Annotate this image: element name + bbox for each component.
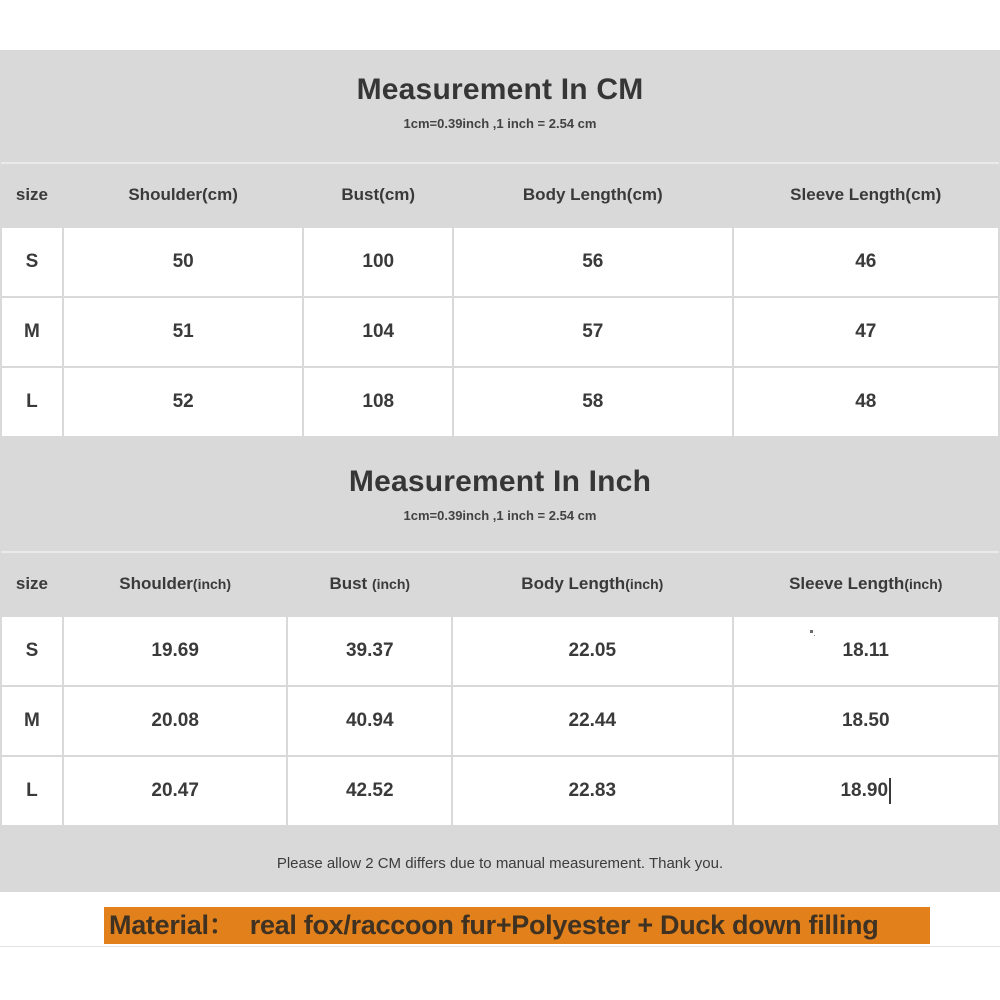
measurement-cell: 56 xyxy=(453,227,732,297)
measurement-cell: 40.94 xyxy=(287,686,452,756)
inch-section-title: Measurement In Inch xyxy=(348,465,652,498)
measurement-cell: 58 xyxy=(453,367,732,437)
column-header-size: size xyxy=(1,552,63,616)
cm-section-title: Measurement In CM xyxy=(356,73,644,106)
measurement-cell: 22.05 xyxy=(452,616,732,686)
column-header-sleeve-length: Sleeve Length(inch) xyxy=(733,552,999,616)
measurement-cell: 51 xyxy=(63,297,304,367)
column-header-body-length: Body Length(cm) xyxy=(453,163,732,227)
column-header-bust: Bust (inch) xyxy=(287,552,452,616)
size-label-cell: M xyxy=(1,686,63,756)
cm-header-row xyxy=(1,163,999,227)
size-label-cell: L xyxy=(1,367,63,437)
measurement-cell-editing[interactable]: 18.90 xyxy=(733,756,999,826)
column-header-bust: Bust(cm) xyxy=(303,163,453,227)
measurement-cell: 42.52 xyxy=(287,756,452,826)
measurement-disclaimer: Please allow 2 CM differs due to manual measurement. Thank you. xyxy=(276,855,724,872)
size-label-cell: S xyxy=(1,227,63,297)
cm-measurement-table xyxy=(0,162,1000,438)
measurement-cell: 100 xyxy=(303,227,453,297)
measurement-cell: 52 xyxy=(63,367,304,437)
measurement-cell: 18.11 xyxy=(733,616,999,686)
table-row-l xyxy=(1,756,999,826)
measurement-cell: 22.44 xyxy=(452,686,732,756)
cm-section-subtitle: 1cm=0.39inch ,1 inch = 2.54 cm xyxy=(403,116,597,131)
column-header-size: size xyxy=(1,163,63,227)
top-margin xyxy=(0,0,1000,50)
size-label-cell: S xyxy=(1,616,63,686)
inch-section-subtitle: 1cm=0.39inch ,1 inch = 2.54 cm xyxy=(403,508,597,523)
table-row-l xyxy=(1,367,999,437)
material-highlight-bar: Material： real fox/raccoon fur+Polyester + Duck down filling xyxy=(104,907,930,944)
table-row-m xyxy=(1,686,999,756)
measurement-cell: 39.37 xyxy=(287,616,452,686)
measurement-cell: 104 xyxy=(303,297,453,367)
column-header-shoulder: Shoulder(cm) xyxy=(63,163,304,227)
bottom-divider xyxy=(0,946,1000,947)
size-label-cell: M xyxy=(1,297,63,367)
measurement-cell: 57 xyxy=(453,297,732,367)
table-row-s xyxy=(1,616,999,686)
table-row-s xyxy=(1,227,999,297)
measurement-cell: 48 xyxy=(733,367,999,437)
measurement-cell: 108 xyxy=(303,367,453,437)
size-label-cell: L xyxy=(1,756,63,826)
inch-measurement-table xyxy=(0,551,1000,827)
text-caret xyxy=(889,778,891,804)
inch-header-row xyxy=(1,552,999,616)
measurement-cell: 19.69 xyxy=(63,616,288,686)
measurement-cell: 50 xyxy=(63,227,304,297)
measurement-cell: 18.50 xyxy=(733,686,999,756)
measurement-cell: 20.47 xyxy=(63,756,288,826)
column-header-shoulder: Shoulder(inch) xyxy=(63,552,288,616)
column-header-sleeve-length: Sleeve Length(cm) xyxy=(733,163,999,227)
cursor-artifact xyxy=(810,630,813,633)
measurement-cell: 20.08 xyxy=(63,686,288,756)
measurement-panel xyxy=(0,50,1000,892)
measurement-cell: 46 xyxy=(733,227,999,297)
table-row-m xyxy=(1,297,999,367)
column-header-body-length: Body Length(inch) xyxy=(452,552,732,616)
measurement-cell: 47 xyxy=(733,297,999,367)
measurement-cell: 22.83 xyxy=(452,756,732,826)
